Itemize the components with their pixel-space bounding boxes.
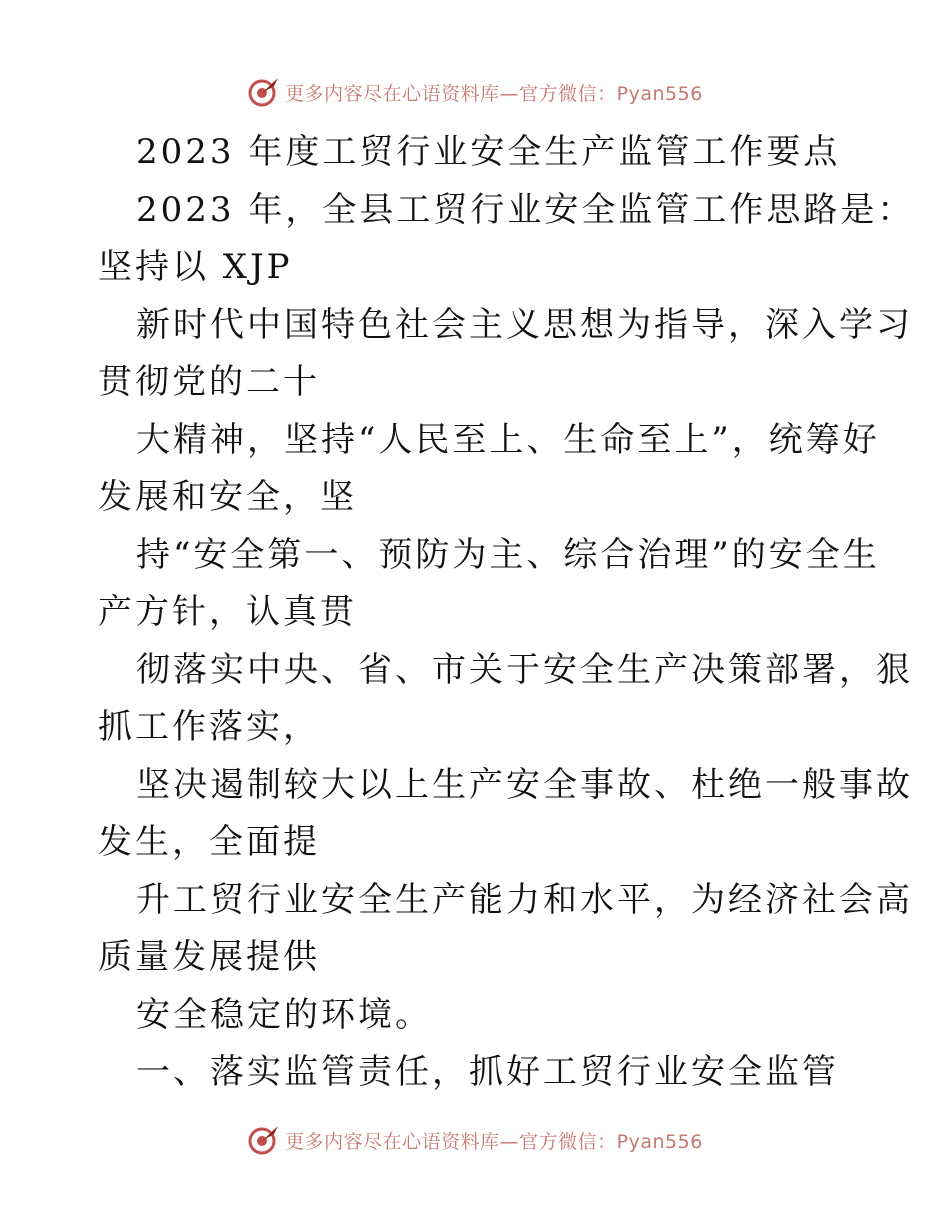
text-line: 发展和安全，坚 (98, 477, 357, 517)
quill-logo-icon (247, 1123, 281, 1157)
text-line: 抓工作落实， (98, 707, 320, 747)
text-line: 贯彻党的二十 (98, 362, 320, 402)
text-line: 坚决遏制较大以上生产安全事故、杜绝一般事故 (136, 764, 913, 805)
footer-watermark (0, 1120, 950, 1160)
watermark-text: 更多内容尽在心语资料库—官方微信：Pyan556 (285, 82, 703, 105)
text-line: 坚持以 XJP (98, 247, 293, 287)
document-body (98, 124, 915, 1102)
text-line: 新时代中国特色社会主义思想为指导，深入学习 (136, 304, 913, 345)
text-line: 2023 年度工贸行业安全生产监管工作要点 (136, 132, 841, 172)
text-line: 大精神，坚持“人民至上、生命至上”，统筹好 (136, 419, 880, 460)
watermark-text: 更多内容尽在心语资料库—官方微信：Pyan556 (285, 1130, 703, 1153)
text-line: 一、落实监管责任，抓好工贸行业安全监管 (136, 1052, 839, 1092)
text-line: 彻落实中央、省、市关于安全生产决策部署，狠 (136, 649, 913, 690)
text-line: 安全稳定的环境。 (136, 994, 432, 1035)
text-line: 发生，全面提 (98, 822, 320, 862)
text-line: 升工贸行业安全生产能力和水平，为经济社会高 (136, 879, 913, 920)
text-line: 2023 年，全县工贸行业安全监管工作思路是： (136, 189, 915, 230)
text-line: 质量发展提供 (98, 937, 320, 977)
header-watermark (0, 72, 950, 112)
text-line: 持“安全第一、预防为主、综合治理”的安全生 (136, 534, 880, 575)
text-line: 产方针，认真贯 (98, 592, 357, 632)
quill-logo-icon (247, 75, 281, 109)
